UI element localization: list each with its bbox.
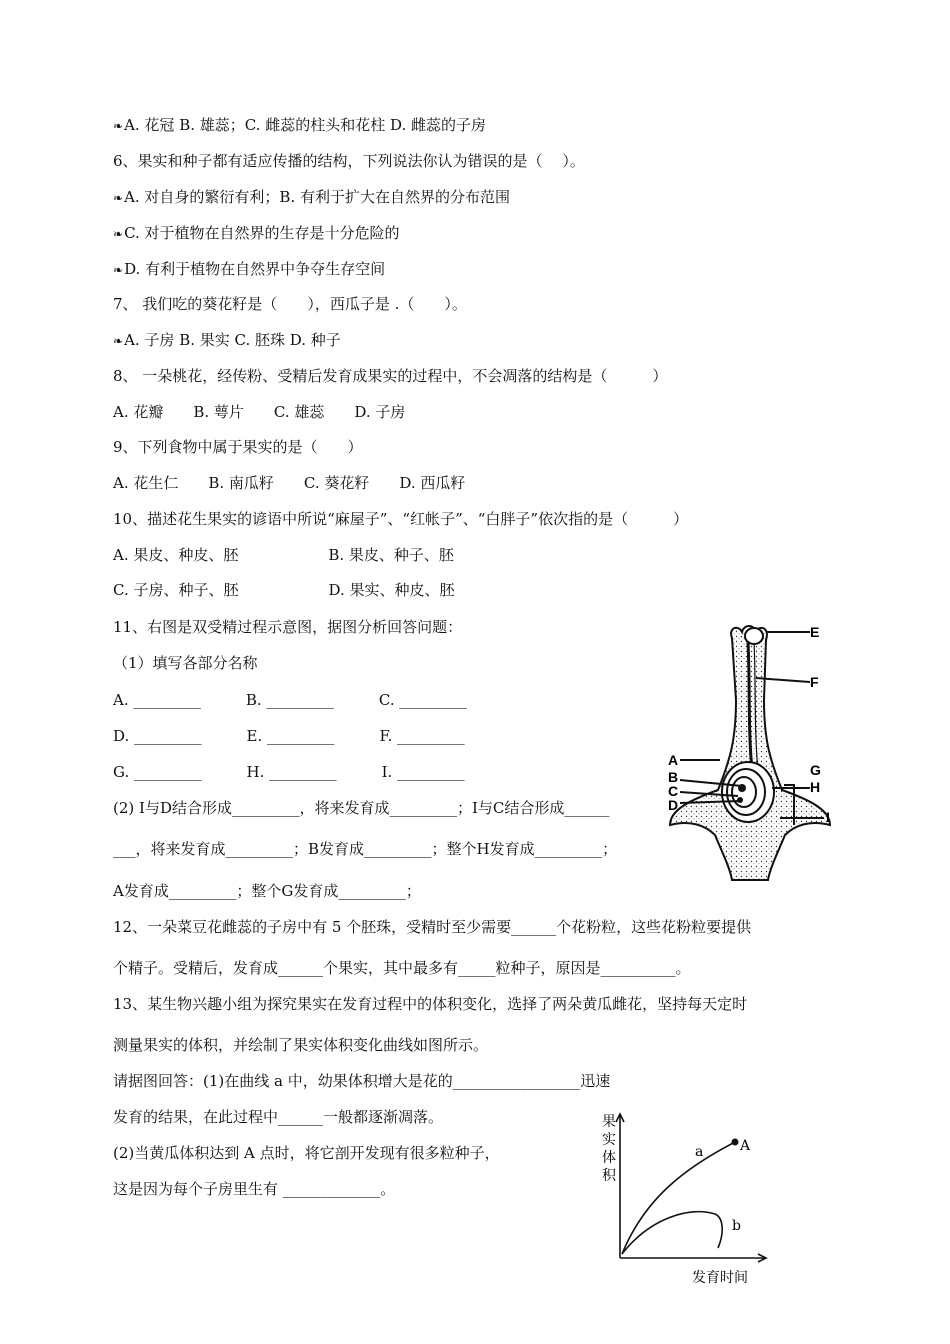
label-g: G bbox=[810, 762, 821, 778]
question-13-part-1-line-1: 请据图回答：(1)在曲线 a 中，幼果体积增大是花的_________________迅速 bbox=[113, 1072, 611, 1090]
label-d: D bbox=[668, 797, 679, 813]
curve-b-label: b bbox=[732, 1218, 741, 1234]
question-12-line-1: 12、一朵菜豆花雌蕊的子房中有 5 个胚珠，受精时至少需要______个花粉粒，这些花粉粒要提供 bbox=[113, 918, 752, 936]
question-10-options-ab: A. 果皮、种皮、胚 B. 果皮、种子、胚 bbox=[113, 546, 454, 564]
curve-a bbox=[622, 1142, 735, 1254]
label-h: H bbox=[810, 779, 821, 795]
y-label-char-4: 积 bbox=[602, 1168, 616, 1184]
question-13-part-2-line-1: (2)当黄瓜体积达到 A 点时，将它剖开发现有很多粒种子， bbox=[113, 1144, 500, 1162]
question-11-stem: 11、右图是双受精过程示意图，据图分析回答问题： bbox=[113, 618, 463, 636]
fruit-volume-chart bbox=[590, 1108, 790, 1290]
question-11-part-2-line-3: A发育成_________；整个G发育成_________； bbox=[113, 882, 421, 900]
question-10-stem: 10、描述花生果实的谚语中所说“麻屋子”、“红帐子”、“白胖子”依次指的是（ ） bbox=[113, 510, 689, 528]
question-11-part-1: （1）填写各部分名称 bbox=[113, 654, 258, 672]
question-11-part-2-line-2: ___，将来发育成_________；B发育成_________；整个H发育成_________； bbox=[113, 840, 618, 858]
ink-squiggle-icon: ❧ bbox=[113, 119, 124, 133]
label-i: I bbox=[826, 809, 830, 825]
y-label-char-2: 实 bbox=[602, 1132, 616, 1148]
question-6-stem: 6、果实和种子都有适应传播的结构，下列说法你认为错误的是（ ）。 bbox=[113, 152, 585, 170]
question-8-options: A. 花瓣 B. 萼片 C. 雄蕊 D. 子房 bbox=[113, 403, 406, 421]
embryo-sac bbox=[732, 777, 756, 807]
ink-squiggle-icon: ❧ bbox=[113, 263, 124, 277]
curve-a-label: a bbox=[695, 1144, 704, 1160]
question-13-line-1: 13、某生物兴趣小组为探究果实在发育过程中的体积变化，选择了两朵黄瓜雌花，坚持每天定时 bbox=[113, 995, 748, 1013]
question-13-part-1-line-2: 发育的结果，在此过程中______一般都逐渐凋落。 bbox=[113, 1108, 444, 1126]
question-7-stem: 7、 我们吃的葵花籽是（ ），西瓜子是 .（ ）。 bbox=[113, 295, 467, 313]
point-a-marker bbox=[732, 1139, 739, 1146]
point-a-label: A bbox=[740, 1138, 751, 1154]
question-11-blanks-def: D. _________ E. _________ F. _________ bbox=[113, 727, 465, 745]
x-axis-label: 发育时间 bbox=[692, 1270, 748, 1286]
question-8-stem: 8、 一朵桃花，经传粉、受精后发育成果实的过程中，不会凋落的结构是（ ） bbox=[113, 367, 668, 385]
question-5-options: ❧A. 花冠 B. 雄蕊；C. 雌蕊的柱头和花柱 D. 雌蕊的子房 bbox=[113, 116, 487, 134]
question-9-options: A. 花生仁 B. 南瓜籽 C. 葵花籽 D. 西瓜籽 bbox=[113, 474, 466, 492]
question-10-options-cd: C. 子房、种子、胚 D. 果实、种皮、胚 bbox=[113, 581, 455, 599]
question-13-part-2-line-2: 这是因为每个子房里生有 _____________。 bbox=[113, 1180, 396, 1198]
ink-squiggle-icon: ❧ bbox=[113, 227, 124, 241]
question-12-line-2: 个精子。受精后，发育成______个果实，其中最多有_____粒种子，原因是__________。 bbox=[113, 959, 691, 977]
question-6-option-d: ❧D. 有利于植物在自然界中争夺生存空间 bbox=[113, 260, 386, 278]
label-a: A bbox=[668, 752, 679, 768]
label-e: E bbox=[810, 624, 820, 640]
question-6-option-ab: ❧A. 对自身的繁衍有利；B. 有利于扩大在自然界的分布范围 bbox=[113, 188, 510, 206]
question-11-blanks-ghi: G. _________ H. _________ I. _________ bbox=[113, 763, 465, 781]
question-13-line-2: 测量果实的体积，并绘制了果实体积变化曲线如图所示。 bbox=[113, 1036, 489, 1054]
label-b: B bbox=[668, 769, 679, 785]
question-11-part-2-line-1: (2) I与D结合形成_________，将来发育成_________；I与C结合形成______ bbox=[113, 799, 610, 817]
ink-squiggle-icon: ❧ bbox=[113, 334, 124, 348]
question-6-option-c: ❧C. 对于植物在自然界的生存是十分危险的 bbox=[113, 224, 400, 242]
curve-b bbox=[622, 1212, 722, 1254]
label-c: C bbox=[668, 783, 679, 799]
ink-squiggle-icon: ❧ bbox=[113, 191, 124, 205]
question-11-blanks-abc: A. _________ B. _________ C. _________ bbox=[113, 691, 467, 709]
pollen-grain bbox=[745, 628, 763, 644]
label-f: F bbox=[810, 674, 819, 690]
question-7-options: ❧A. 子房 B. 果实 C. 胚珠 D. 种子 bbox=[113, 331, 341, 349]
y-label-char-3: 体 bbox=[602, 1150, 616, 1166]
double-fertilization-diagram bbox=[660, 620, 840, 882]
y-label-char-1: 果 bbox=[602, 1114, 616, 1130]
question-9-stem: 9、下列食物中属于果实的是（ ） bbox=[113, 438, 363, 456]
